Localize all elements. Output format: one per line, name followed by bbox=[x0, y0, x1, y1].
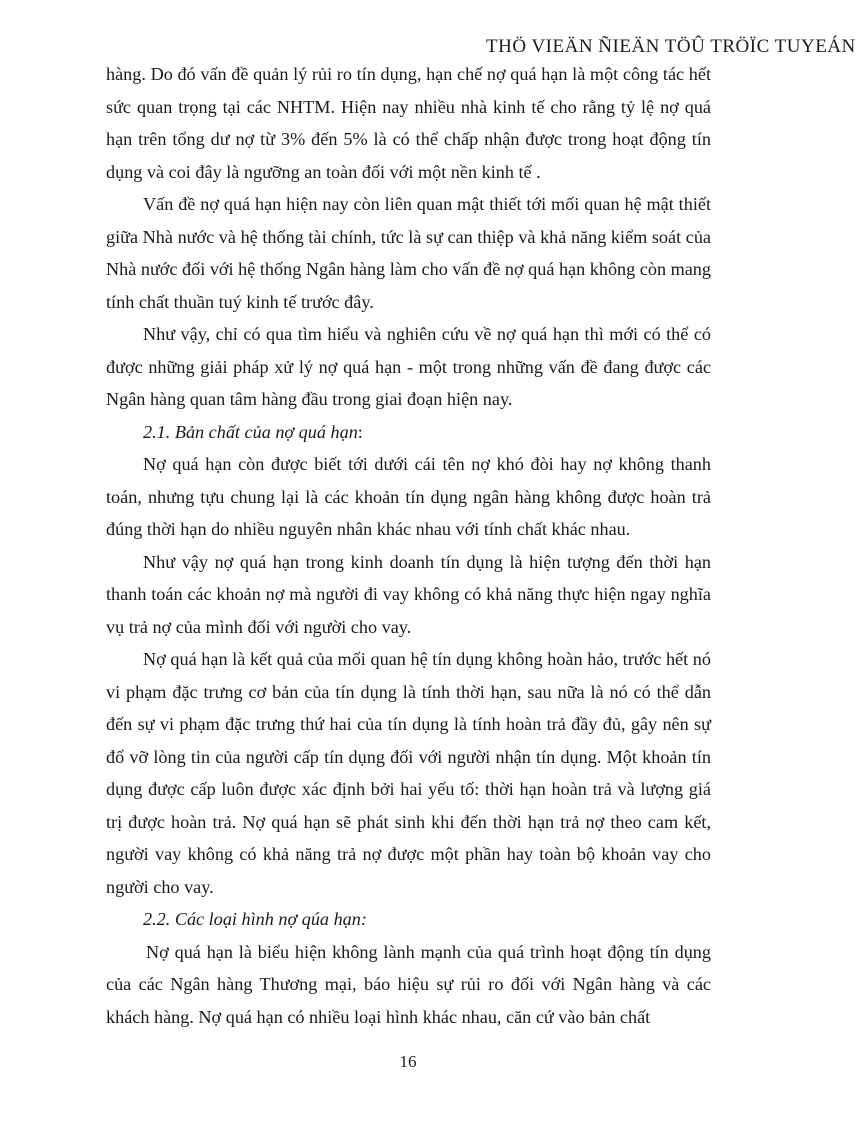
page-header: THÖ VIEÄN ÑIEÄN TÖÛ TRÖÏC TUYEÁN bbox=[486, 36, 856, 57]
section-heading-2-1-colon: : bbox=[357, 421, 363, 442]
paragraph-1: hàng. Do đó vấn đề quản lý rủi ro tín dụng, hạn chế nợ quá hạn là một công tác hết sức quan trọng tại các NHTM. Hiện nay nhiều nhà kinh tế cho rằng tỷ lệ nợ quá hạn trên tổng dư nợ từ 3% đến 5% là có thể chấp nhận được trong hoạt động tín dụng và coi đây là ngưỡng an toàn đối với một nền kinh tế . bbox=[106, 64, 711, 182]
paragraph-7: Nợ quá hạn là biểu hiện không lành mạnh của quá trình hoạt động tín dụng của các Ngân hàng Thương mại, báo hiệu sự rủi ro đối với Ngân hàng và các khách hàng. Nợ quá hạn có nhiều loại hình khác nhau, căn cứ vào bản chất bbox=[106, 941, 711, 1027]
paragraph-3: Như vậy, chỉ có qua tìm hiểu và nghiên cứu về nợ quá hạn thì mới có thể có được những giải pháp xử lý nợ quá hạn - một trong những vấn đề đang được các Ngân hàng quan tâm hàng đầu trong giai đoạn hiện nay. bbox=[106, 324, 711, 409]
paragraph-4: Nợ quá hạn còn được biết tới dưới cái tên nợ khó đòi hay nợ không thanh toán, nhưng tựu chung lại là các khoản tín dụng ngân hàng không được hoàn trả đúng thời hạn do nhiều nguyên nhân khác nhau với tính chất khác nhau. bbox=[106, 454, 711, 539]
page-content bbox=[106, 58, 711, 1033]
section-heading-2-2: 2.2. Các loại hình nợ qúa hạn: bbox=[143, 909, 367, 929]
paragraph-2: Vấn đề nợ quá hạn hiện nay còn liên quan mật thiết tới mối quan hệ mật thiết giữa Nhà nước và hệ thống tài chính, tức là sự can thiệp và khả năng kiểm soát của Nhà nước đối với hệ thống Ngân hàng làm cho vấn đề nợ quá hạn không còn mang tính chất thuần tuý kinh tế trước đây. bbox=[106, 194, 711, 312]
paragraph-6: Nợ quá hạn là kết quả của mối quan hệ tín dụng không hoàn hảo, trước hết nó vi phạm đặc trưng cơ bản của tín dụng là tính thời hạn, sau nữa là nó có thể dẫn đến sự vi phạm đặc trưng thứ hai của tín dụng là tính hoàn trả đầy đủ, gây nên sự đổ vỡ lòng tin của người cấp tín dụng đối với người nhận tín dụng. Một khoản tín dụng được cấp luôn được xác định bởi hai yếu tố: thời hạn hoàn trả và lượng giá trị được hoàn trả. Nợ quá hạn sẽ phát sinh khi đến thời hạn trả nợ theo cam kết, người vay không có khả năng trả nợ được một phần hay toàn bộ khoản vay cho người cho vay. bbox=[106, 649, 711, 897]
section-heading-2-1 bbox=[106, 416, 711, 449]
page-number: 16 bbox=[399, 1052, 417, 1071]
section-heading-2-1-text: 2.1. Bản chất của nợ quá hạn bbox=[143, 421, 358, 442]
paragraph-5: Như vậy nợ quá hạn trong kinh doanh tín dụng là hiện tượng đến thời hạn thanh toán các khoản nợ mà người đi vay không có khả năng thực hiện ngay nghĩa vụ trả nợ của mình đối với người cho vay. bbox=[106, 551, 711, 637]
